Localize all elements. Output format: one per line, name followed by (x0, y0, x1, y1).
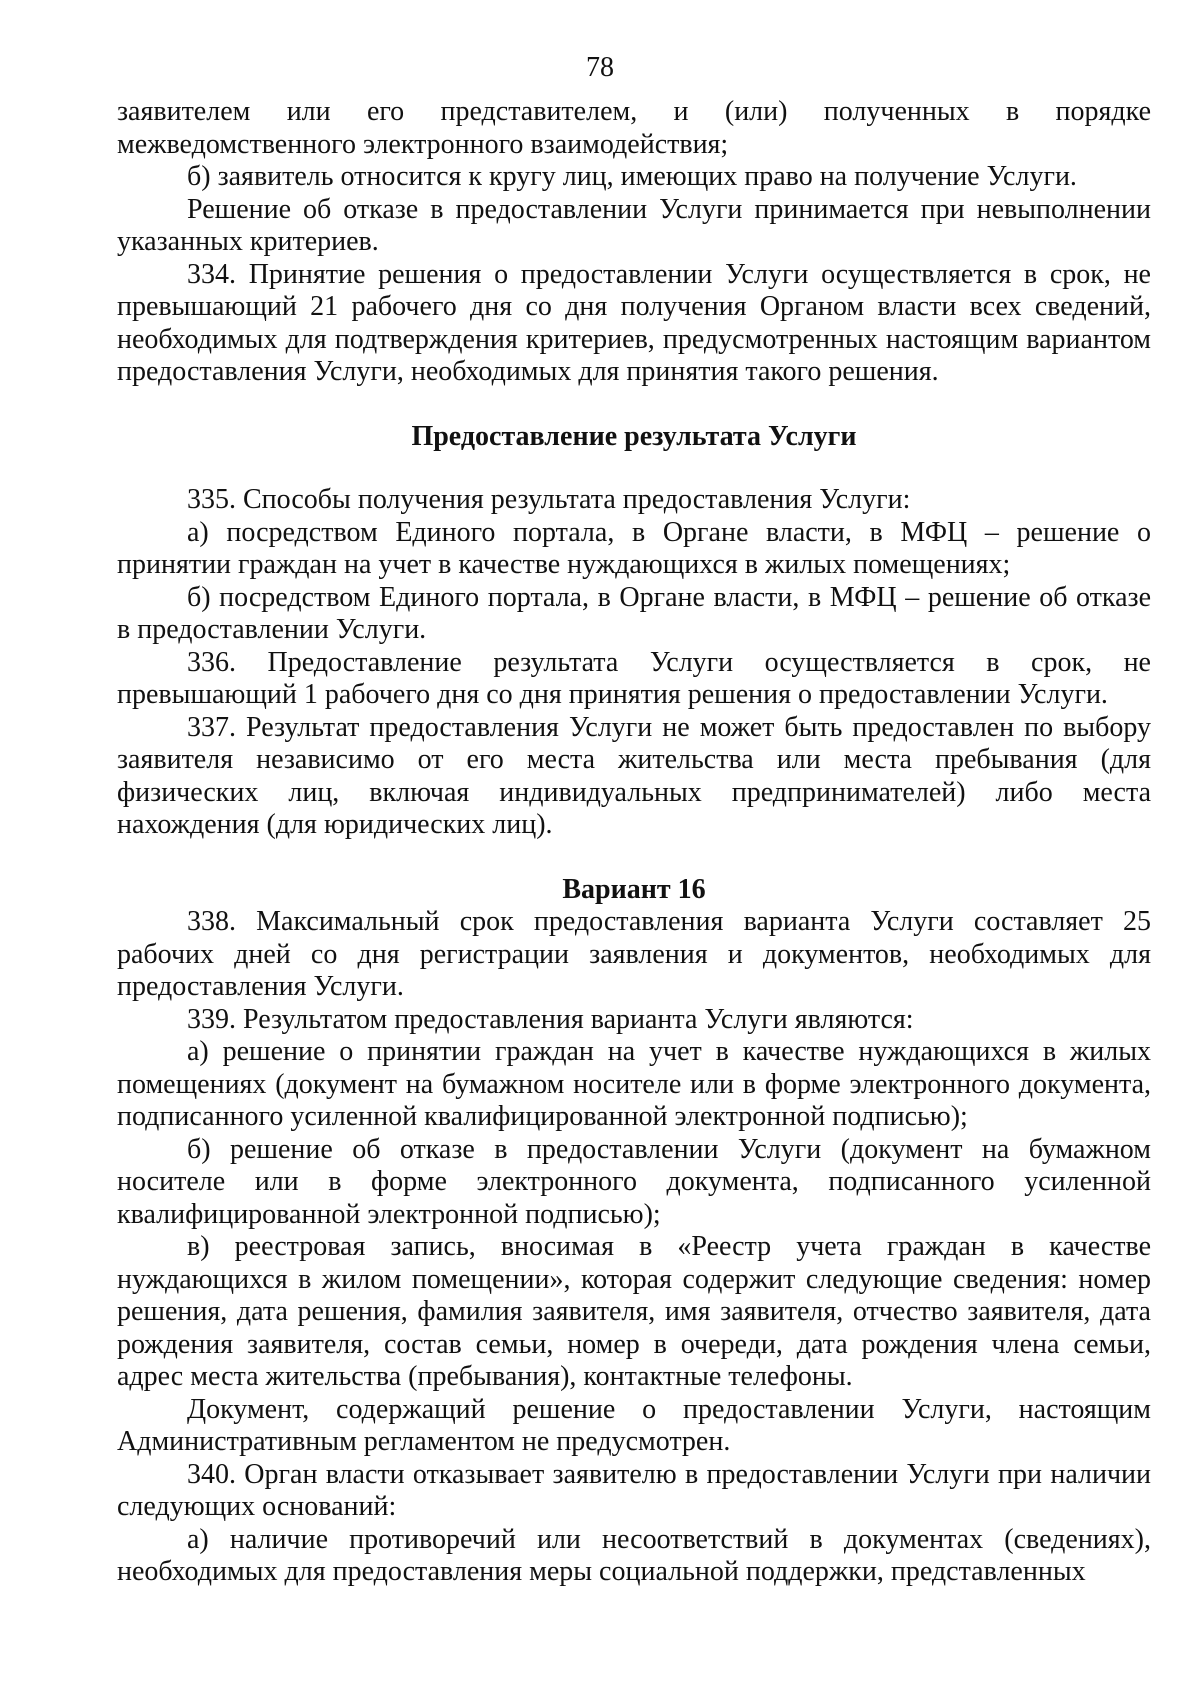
paragraph-criterion-b: б) заявитель относится к кругу лиц, имеющих право на получение Услуги. (187, 161, 1077, 192)
paragraph-335: 335. Способы получения результата предоставления Услуги: (187, 484, 911, 515)
paragraph-334: 334. Принятие решения о предоставлении Услуги осуществляется в срок, не превышающий 21 рабочего дня со дня получения Органом власти всех сведений, необходимых для подтверждения критериев, предусмотренных настоящим вариантом предоставления Услуги, необходимых для принятия такого решения. (117, 258, 1151, 387)
paragraph-339-a: а) решение о принятии граждан на учет в качестве нуждающихся в жилых помещениях (документ на бумажном носителе или в форме электронного документа, подписанного усиленной квалифицированной электронной подписью); (117, 1036, 1151, 1132)
section-heading-variant: Вариант 16 (562, 873, 706, 905)
paragraph-339-b: б) решение об отказе в предоставлении Услуги (документ на бумажном носителе или в форме электронного документа, подписанного усиленной квалифицированной электронной подписью); (117, 1133, 1151, 1230)
paragraph-refusal-decision: Решение об отказе в предоставлении Услуги принимается при невыполнении указанных критериев. (117, 193, 1151, 257)
paragraph-337: 337. Результат предоставления Услуги не может быть предоставлен по выбору заявителя независимо от его места жительства или места пребывания (для физических лиц, включая индивидуальных предпринимателей) либо места нахождения (для юридических лиц). (117, 711, 1151, 840)
document-body (117, 96, 1151, 1589)
paragraph-338: 338. Максимальный срок предоставления варианта Услуги составляет 25 рабочих дней со дня регистрации заявления и документов, необходимых для предоставления Услуги. (117, 906, 1151, 1002)
page-number: 78 (586, 52, 614, 83)
paragraph-339-v: в) реестровая запись, вносимая в «Реестр учета граждан в качестве нуждающихся в жилом помещении», которая содержит следующие сведения: номер решения, дата решения, фамилия заявителя, имя заявителя, отчество заявителя, дата рождения заявителя, состав семьи, номер в очереди, дата рождения члена семьи, адрес места жительства (пребывания), контактные телефоны. (117, 1231, 1151, 1392)
paragraph-335-a: а) посредством Единого портала, в Органе власти, в МФЦ – решение о принятии граждан на учет в качестве нуждающихся в жилых помещениях; (117, 516, 1151, 580)
section-heading-result: Предоставление результата Услуги (411, 420, 857, 452)
paragraph-335-b: б) посредством Единого портала, в Органе власти, в МФЦ – решение об отказе в предоставлении Услуги. (117, 581, 1151, 645)
paragraph-339: 339. Результатом предоставления варианта Услуги являются: (187, 1003, 914, 1035)
paragraph-340: 340. Орган власти отказывает заявителю в предоставлении Услуги при наличии следующих оснований: (117, 1458, 1151, 1522)
paragraph-340-a: а) наличие противоречий или несоответствий в документах (сведениях), необходимых для предоставления меры социальной поддержки, представленных (117, 1523, 1151, 1587)
paragraph-336: 336. Предоставление результата Услуги осуществляется в срок, не превышающий 1 рабочего дня со дня принятия решения о предоставлении Услуги. (117, 646, 1151, 710)
paragraph-document-note: Документ, содержащий решение о предоставлении Услуги, настоящим Административным регламентом не предусмотрен. (117, 1393, 1151, 1457)
paragraph-continuation: заявителем или его представителем, и (или) полученных в порядке межведомственного электронного взаимодействия; (117, 96, 1151, 160)
